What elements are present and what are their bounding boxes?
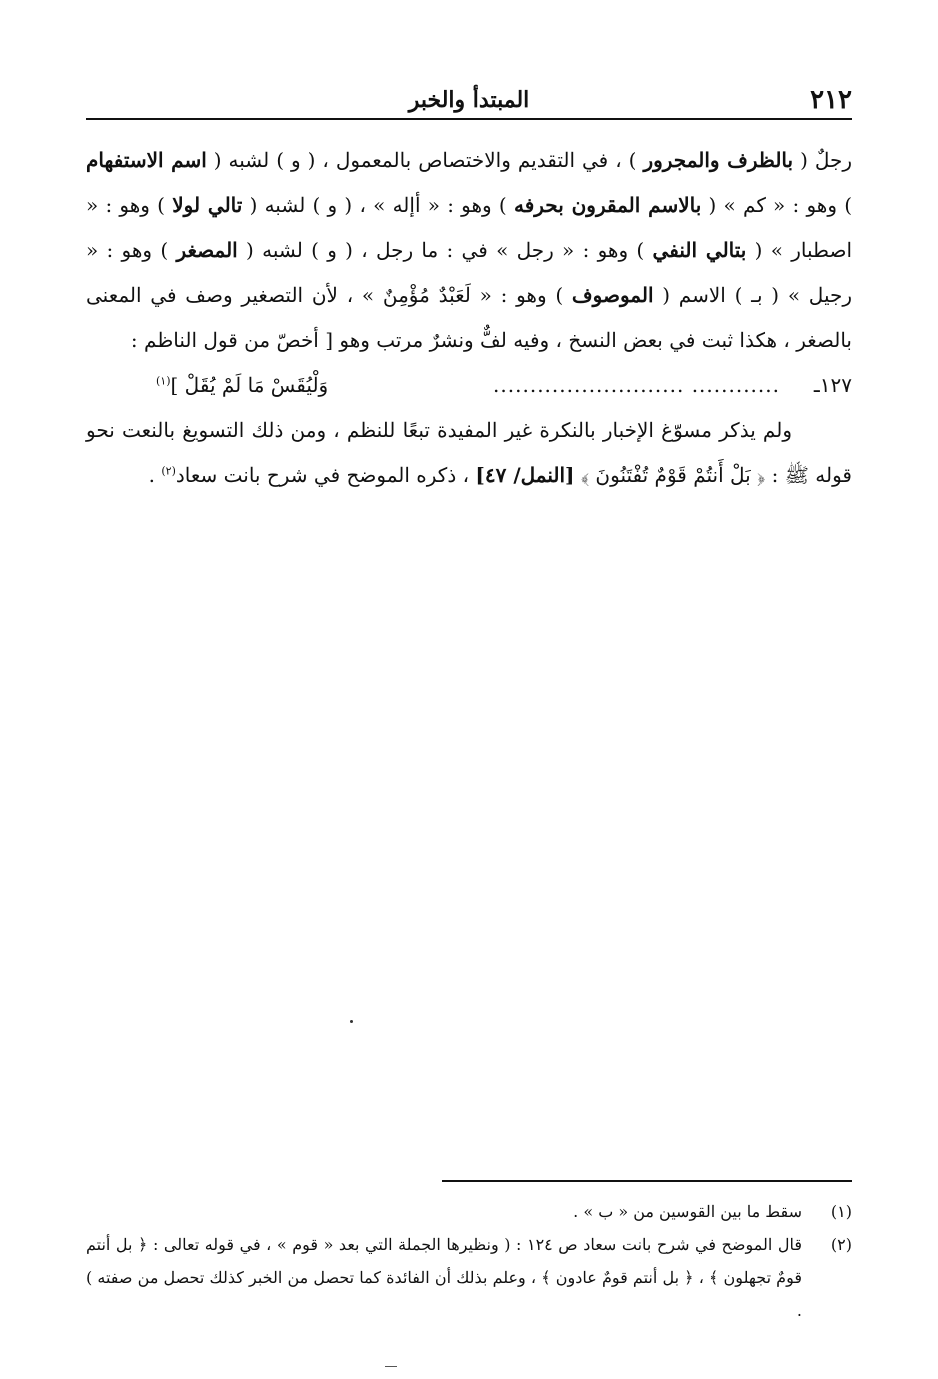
text-span: ولم يذكر مسوّغ الإخبار بالنكرة غير المفيدة تبعًا للنظم ، ومن ذلك التسويغ بالنعت نحو قوله ﷺ : ﴿ بَلْ أَنتُمْ قَوْمٌ تُفْتَنُونَ ﴾ [86,418,852,487]
verse-words: وَلْيُقَسْ مَا لَمْ يُقَلْ ] [170,373,329,397]
page-bottom-mark [385,1366,397,1367]
running-title: المبتدأ والخبر [408,87,530,113]
footnote-ref-1[interactable]: (١) [156,374,171,388]
text-span: رجلٌ ( [800,148,853,172]
page-number: ٢١٢ [810,85,852,115]
footnote-text: قال الموضح في شرح بانت سعاد ص ١٢٤ : ( ونظيرها الجملة التي بعد « قوم » ، في قوله تعالى : ﴿ بل أنتم قومٌ تجهلون ﴾ ، ﴿ بل أنتم قومٌ عادون ﴾ ، وعلم بذلك أن الفائدة كما تحصل من الخبر كذلك تحصل من صفته ) . [86,1235,803,1320]
verse-number: ١٢٧ـ [813,373,852,397]
text-span: ) وهو : « رجيل » ( بـ ) الاسم ( [86,238,853,307]
bold-term: اسم الاستفهام [86,148,207,172]
text-span: ) ، في التقديم والاختصاص بالمعمول ، ( و ) لشبه ( [213,148,637,172]
bold-term: تالي لولا [172,193,243,217]
quran-citation: [النمل/ ٤٧] [475,463,575,487]
verse-ellipsis: ............ .......................... [493,373,780,397]
text-span: ) وهو : « اصطبار » ( [86,193,853,262]
text-span: ) وهو : « أإله » ، ( و ) لشبه ( [249,193,507,217]
bold-term: بالاسم المقرون بحرفه [513,193,702,217]
text-span: . [148,463,155,487]
footnote-text: سقط ما بين القوسين من « ب » . [573,1202,802,1221]
footnote-separator [442,1180,852,1182]
bold-term: بتالي النفي [652,238,747,262]
verse-text [156,363,328,408]
footnotes [86,1195,852,1327]
text-span: ) وهو : « كم » ( [708,193,853,217]
paragraph-2 [86,408,852,498]
footnote-number: (١) [830,1202,852,1221]
main-text [86,138,852,498]
bold-term: بالظرف والمجرور [643,148,794,172]
text-span: ) وهو : « لَعَبْدٌ مُؤْمِنٌ » ، لأن التصغير وصف في المعنى بالصغر ، هكذا ثبت في بعض النسخ ، وفيه لفٌّ ونشرٌ مرتب وهو [ أخصّ من قول الناظم : [86,283,852,352]
bold-term: الموصوف [571,283,654,307]
text-span: ) وهو : « رجل » في : ما رجل ، ( و ) لشبه ( [246,238,645,262]
paragraph-1 [86,138,852,363]
verse-line [86,363,852,408]
page-header [86,82,852,120]
bold-term: المصغر [176,238,238,262]
footnote-number: (٢) [830,1235,852,1254]
footnote-1 [86,1195,852,1228]
footnote-2 [86,1228,852,1327]
footnote-ref-2[interactable]: (٢) [161,464,176,478]
stray-mark [350,1020,353,1023]
text-span: ، ذكره الموضح في شرح بانت سعاد [175,463,470,487]
